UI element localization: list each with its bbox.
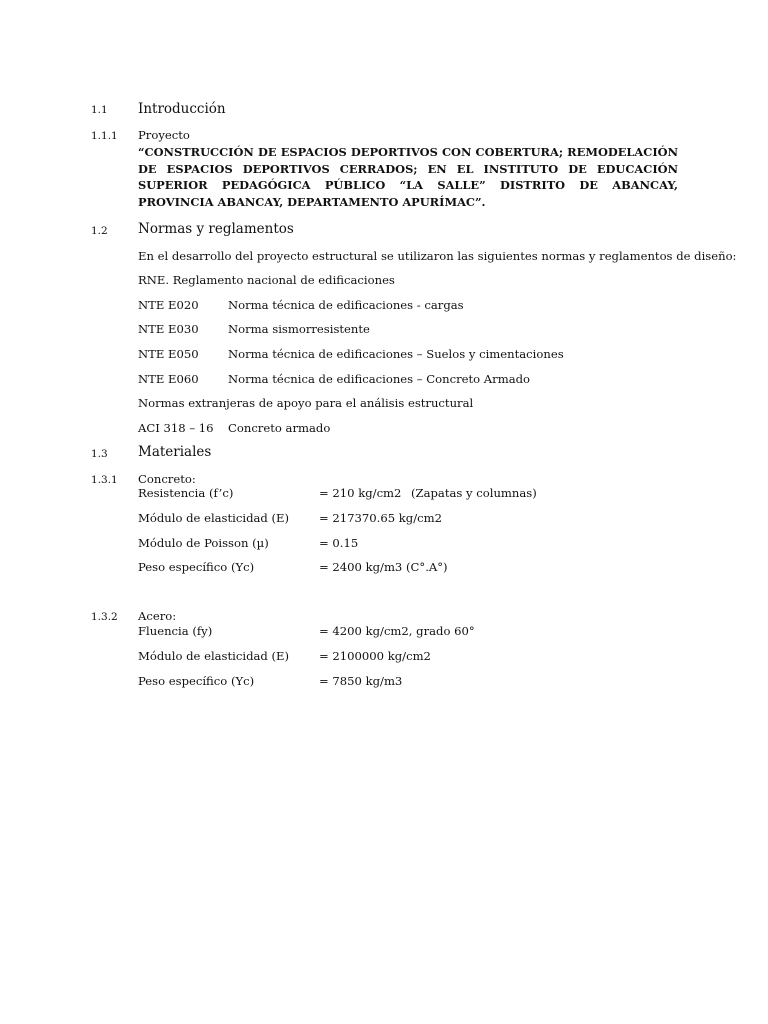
project-title: “CONSTRUCCIÓN DE ESPACIOS DEPORTIVOS CON COBERTURA; REMODELACIÓN DE ESPACIOS DEPORTIVOS CERRADOS; EN EL INSTITUTO DE EDUCACIÓN SUPERIOR PEDAGÓGICA PÚBLICO “LA SALLE” DISTRITO DE ABANCAY, PROVINCIA ABANCAY, DEPARTAMENTO APURÍMAC”. [138,145,678,209]
property-name: Peso específico (Yc) [138,560,255,574]
norm-description: Norma técnica de edificaciones - cargas [228,298,464,312]
property-name: Fluencia (fy) [138,624,213,638]
subsection-number: 1.3.1 [91,474,118,486]
norm-code: NTE E050 [138,347,199,361]
section-number: 1.2 [91,225,108,237]
property-name: Peso específico (Yc) [138,674,255,688]
section-heading-materiales: Materiales [138,444,212,460]
foreign-norms-label: Normas extranjeras de apoyo para el análisis estructural [138,396,474,410]
norm-description: Norma técnica de edificaciones – Suelos y cimentaciones [228,347,564,361]
property-name: Módulo de elasticidad (E) [138,649,290,663]
property-value: = 217370.65 kg/cm2 [319,511,442,525]
norm-description: Norma técnica de edificaciones – Concreto Armado [228,372,531,386]
property-note: (Zapatas y columnas) [411,486,537,500]
property-name: Módulo de Poisson (µ) [138,536,269,550]
steel-label: Acero: [138,609,177,623]
property-name: Módulo de elasticidad (E) [138,511,290,525]
property-value: = 2100000 kg/cm2 [319,649,431,663]
property-name: Resistencia (f’c) [138,486,234,500]
norm-code: NTE E020 [138,298,199,312]
norm-code: ACI 318 – 16 [138,421,214,435]
subsection-number: 1.1.1 [91,130,118,142]
norms-intro-text: En el desarrollo del proyecto estructural se utilizaron las siguientes normas y reglamentos de diseño: [138,249,737,263]
norm-description: Concreto armado [228,421,331,435]
concrete-label: Concreto: [138,472,196,486]
norm-code: NTE E060 [138,372,199,386]
property-value: = 4200 kg/cm2, grado 60° [319,624,475,638]
property-value: = 2400 kg/m3 (C°.A°) [319,560,448,574]
section-number: 1.1 [91,104,108,116]
section-heading-normas: Normas y reglamentos [138,221,294,237]
property-value: = 7850 kg/m3 [319,674,403,688]
section-heading-introduccion: Introducción [138,101,226,117]
section-number: 1.3 [91,448,108,460]
property-value: = 210 kg/cm2 [319,486,402,500]
norm-description: Norma sismorresistente [228,322,370,336]
norm-code: NTE E030 [138,322,199,336]
subsection-number: 1.3.2 [91,611,118,623]
project-label: Proyecto [138,128,190,142]
rne-text: RNE. Reglamento nacional de edificaciones [138,273,395,287]
property-value: = 0.15 [319,536,359,550]
